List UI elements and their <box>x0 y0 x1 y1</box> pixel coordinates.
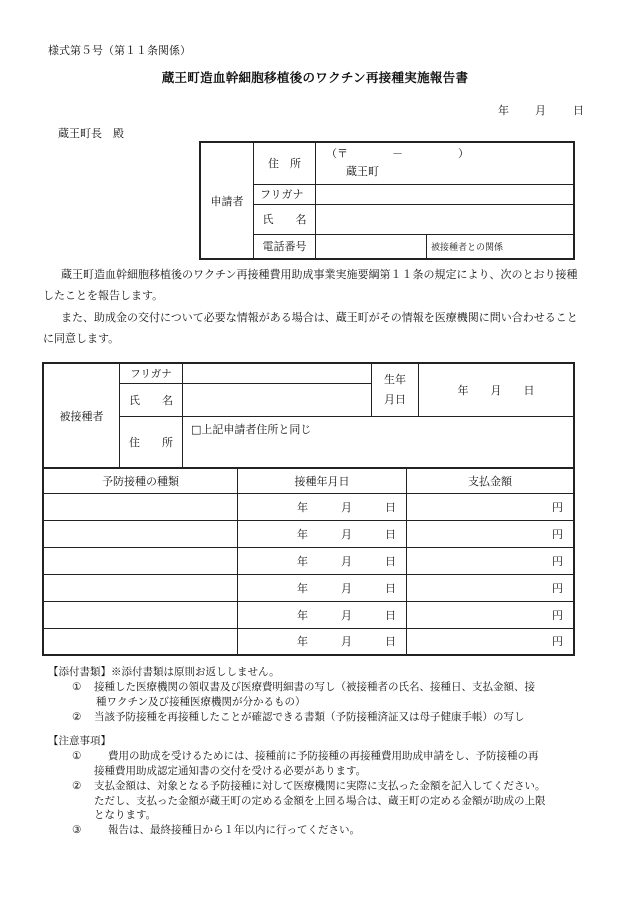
vaccination-date-field[interactable]: 年 月 日 <box>238 601 407 628</box>
table-row <box>43 547 574 574</box>
addressee: 蔵王町長 殿 <box>58 127 124 140</box>
note-1-line2: 接種費用助成認定通知書の交付を受ける必要があります。 <box>94 764 367 777</box>
notes-heading: 【注意事項】 <box>48 735 111 747</box>
relation-label: 被接種者との関係 <box>431 242 504 253</box>
amount-field[interactable]: 円 <box>407 601 575 628</box>
vaccine-type-field[interactable] <box>43 574 238 601</box>
note-3-num: ③ <box>72 824 82 836</box>
town-name: 蔵王町 <box>346 165 379 179</box>
recipient-name-label: 氏 名 <box>120 383 183 416</box>
attachments-heading: 【添付書類】※添付書類は原則お返ししません。 <box>48 666 280 678</box>
amount-field[interactable]: 円 <box>407 520 575 547</box>
header-vaccine-type: 予防接種の種類 <box>43 468 238 493</box>
table-row <box>43 628 574 655</box>
table-row <box>43 520 574 547</box>
recipient-furigana-label: フリガナ <box>120 363 183 383</box>
vaccine-type-field[interactable] <box>43 493 238 520</box>
postal-code: （〒 － ） <box>326 147 469 161</box>
vaccination-table <box>42 467 575 656</box>
applicant-address-label: 住 所 <box>254 142 316 184</box>
note-2-line1: 支払金額は、対象となる予防接種に対して医療機関に実際に支払った金額を記入してください。 <box>94 780 546 792</box>
attachment-1-line2: 種ワクチン及び接種医療機関が分かるもの） <box>96 695 306 708</box>
paragraph-consent: また、助成金の交付について必要な情報がある場合は、蔵王町がその情報を医療機関に問い合わせることに同意します。 <box>43 311 578 345</box>
attachment-2-text: 当該予防接種を再接種したことが確認できる書類（予防接種済証又は母子健康手帳）の写し <box>94 711 525 723</box>
note-2-line2: ただし、支払った金額が蔵王町の定める金額を上回る場合は、蔵王町の定める金額が助成の上限 <box>94 794 546 807</box>
note-2-num: ② <box>72 780 82 792</box>
recipient-name-field[interactable] <box>183 383 372 416</box>
applicant-name-label: 氏 名 <box>254 204 316 234</box>
recipient-address-field[interactable] <box>183 416 575 468</box>
amount-field[interactable]: 円 <box>407 493 575 520</box>
applicant-furigana-field[interactable] <box>316 184 575 204</box>
table-row <box>43 574 574 601</box>
recipient-furigana-field[interactable] <box>183 363 372 383</box>
applicant-relation-field[interactable] <box>427 234 575 259</box>
amount-field[interactable]: 円 <box>407 547 575 574</box>
vaccination-date-field[interactable]: 年 月 日 <box>238 493 407 520</box>
same-address-checkbox[interactable]: □上記申請者住所と同じ <box>191 422 312 436</box>
date-day-label: 日 <box>573 104 584 117</box>
header-payment-amount: 支払金額 <box>407 468 575 493</box>
attachment-1-line1: 接種した医療機関の領収書及び医療費明細書の写し（被接種者の氏名、接種日、支払金額、接 <box>94 681 535 693</box>
birth-label-line1: 生年 <box>384 372 406 386</box>
header-vaccination-date: 接種年月日 <box>238 468 407 493</box>
date-year-label: 年 <box>498 104 509 117</box>
amount-field[interactable]: 円 <box>407 574 575 601</box>
note-2-text <box>94 779 594 823</box>
applicant-phone-field[interactable] <box>316 234 427 259</box>
vaccination-date-field[interactable]: 年 月 日 <box>238 628 407 655</box>
note-2-line3: となります。 <box>94 809 157 821</box>
page-title: 蔵王町造血幹細胞移植後のワクチン再接種実施報告書 <box>161 70 469 85</box>
amount-field[interactable]: 円 <box>407 628 575 655</box>
vaccine-type-field[interactable] <box>43 520 238 547</box>
applicant-phone-label: 電話番号 <box>254 234 316 259</box>
vaccination-date-field[interactable]: 年 月 日 <box>238 547 407 574</box>
note-3-line1: 報告は、最終接種日から１年以内に行ってください。 <box>108 824 360 836</box>
recipient-section-label: 被接種者 <box>43 363 120 468</box>
applicant-furigana-label: フリガナ <box>254 184 316 204</box>
applicant-address-field[interactable] <box>316 142 575 184</box>
birth-label-line2: 月日 <box>384 392 406 406</box>
form-number: 様式第５号（第１１条関係） <box>48 44 191 57</box>
applicant-table <box>199 141 575 260</box>
note-1-line1: 費用の助成を受けるためには、接種前に予防接種の再接種費用助成申請をし、予防接種の再 <box>108 750 539 762</box>
note-1-num: ① <box>72 750 82 762</box>
note-1-text <box>94 749 594 778</box>
note-3-text <box>94 823 594 838</box>
attachment-1-num: ① <box>72 681 82 693</box>
applicant-name-field[interactable] <box>316 204 575 234</box>
vaccination-date-field[interactable]: 年 月 日 <box>238 574 407 601</box>
attachment-2-num: ② <box>72 711 82 723</box>
table-row <box>43 493 574 520</box>
vaccine-type-field[interactable] <box>43 601 238 628</box>
vaccine-type-field[interactable] <box>43 547 238 574</box>
date-month-label: 月 <box>535 104 546 117</box>
attachment-1-text <box>94 680 594 709</box>
recipient-table <box>42 362 575 469</box>
vaccine-type-field[interactable] <box>43 628 238 655</box>
recipient-address-label: 住 所 <box>120 416 183 468</box>
paragraph-regulation: 蔵王町造血幹細胞移植後のワクチン再接種費用助成事業実施要綱第１１条の規定により、次のとおり接種したことを報告します。 <box>43 268 578 302</box>
birth-date-field[interactable]: 年 月 日 <box>419 363 575 416</box>
table-row <box>43 601 574 628</box>
vaccination-date-field[interactable]: 年 月 日 <box>238 520 407 547</box>
applicant-section-label: 申請者 <box>200 142 254 259</box>
birth-label <box>372 363 419 416</box>
